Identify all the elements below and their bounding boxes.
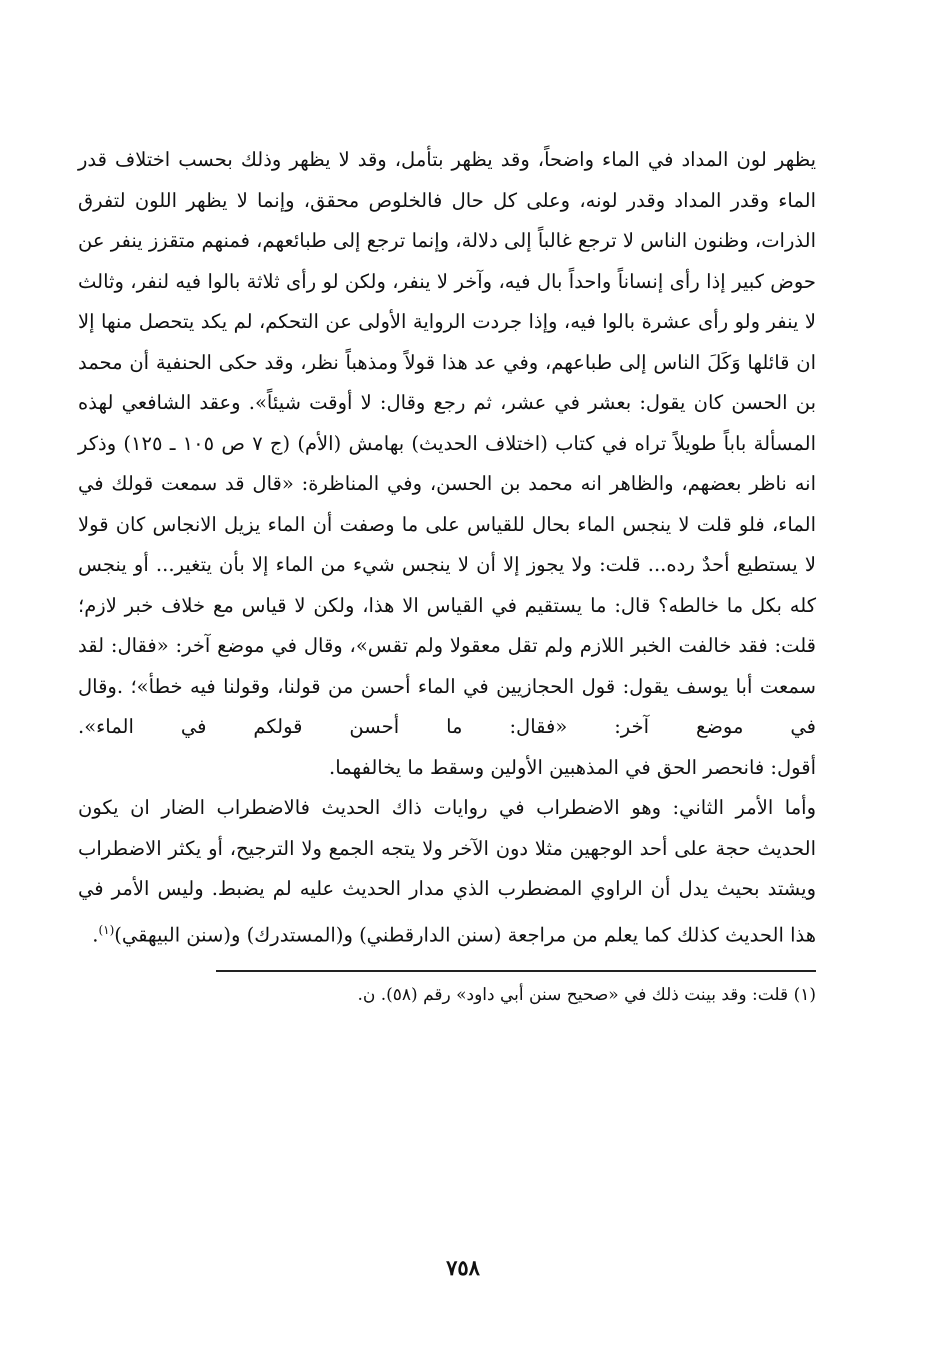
footnote-divider	[216, 970, 816, 972]
footnote-reference: (١)	[98, 922, 115, 937]
page-content	[78, 140, 816, 1010]
paragraph-2: أقول: فانحصر الحق في المذهبين الأولين وسقط ما يخالفهما.	[329, 755, 816, 779]
footnote: (١) قلت: وقد بينت ذلك في «صحيح سنن أبي داود» رقم (٥٨). ن.	[357, 984, 816, 1005]
page-number: ٧٥٨	[446, 1255, 480, 1280]
paragraph-3-text: وأما الأمر الثاني: وهو الاضطراب في روايات ذاك الحديث فالاضطراب الضار ان يكون الحديث حجة على أحد الوجهين مثلا دون الآخر ولا يتجه الجمع ولا الترجيح، أو يكثر الاضطراب ويشتد بحيث يدل أن الراوي المضطرب الذي مدار الحديث عليه لم يضبط. وليس الأمر في هذا الحديث كذلك كما يعلم من مراجعة (سنن الدارقطني) و(المستدرك) و(سنن البيهقي)	[78, 796, 816, 946]
paragraph-3: وأما الأمر الثاني: وهو الاضطراب في روايات ذاك الحديث فالاضطراب الضار ان يكون الحديث حجة على أحد الوجهين مثلا دون الآخر ولا يتجه الجمع ولا الترجيح، أو يكثر الاضطراب ويشتد بحيث يدل أن الراوي المضطرب الذي مدار الحديث عليه لم يضبط. وليس الأمر في هذا الحديث كذلك كما يعلم من مراجعة (سنن الدارقطني) و(المستدرك) و(سنن البيهقي)$^{(١)}$.	[78, 796, 816, 946]
paragraph-1: يظهر لون المداد في الماء واضحاً، وقد يظهر بتأمل، وقد لا يظهر وذلك بحسب اختلاف قدر الماء وقدر المداد وقدر لونه، وعلى كل حال فالخلوص محقق، وإنما لا يظهر اللون لتفرق الذرات، وظنون الناس لا ترجع غالباً إلى دلالة، وإنما ترجع إلى طبائعهم، فمنهم متقزز ينفر عن حوض كبير إذا رأى إنساناً واحداً بال فيه، وآخر لا ينفر، ولكن لو رأى ثلاثة بالوا فيه لنفر، وثالث لا ينفر ولو رأى عشرة بالوا فيه، وإذا جردت الرواية الأولى عن التحكم، لم يكد يتحصل منها إلا ان قائلها وَكَلَ الناس إلى طباعهم، وفي عد هذا قولاً ومذهباً نظر، وقد حكى الحنفية أن محمد بن الحسن كان يقول: بعشر في عشر، ثم رجع وقال: لا أوقت شيئاً». وعقد الشافعي لهذه المسألة باباً طويلاً تراه في كتاب (اختلاف الحديث) بهامش (الأم) (ج ٧ ص ١٠٥ ـ ١٢٥) وذكر انه ناظر بعضهم، والظاهر انه محمد بن الحسن، وفي المناظرة: «قال قد سمعت قولك في الماء، فلو قلت لا ينجس الماء بحال للقياس على ما وصفت أن الماء يزيل الانجاس كان قولا لا يستطيع أحدٌ رده... قلت: ولا يجوز إلا أن لا ينجس شيء من الماء إلا بأن يتغير... أو ينجس كله بكل ما خالطه؟ قال: ما يستقيم في القياس الا هذا، ولكن لا قياس مع خلاف خبر لازم؛ قلت: فقد خالفت الخبر اللازم ولم تقل معقولا ولم تقس»، وقال في موضع آخر: «فقال: لقد سمعت أبا يوسف يقول: قول الحجازيين في الماء أحسن من قولنا، وقولنا فيه خطأ»؛ .وقال في موضع آخر: «فقال: ما أحسن قولكم في الماء».	[78, 148, 816, 738]
main-text	[78, 140, 816, 956]
